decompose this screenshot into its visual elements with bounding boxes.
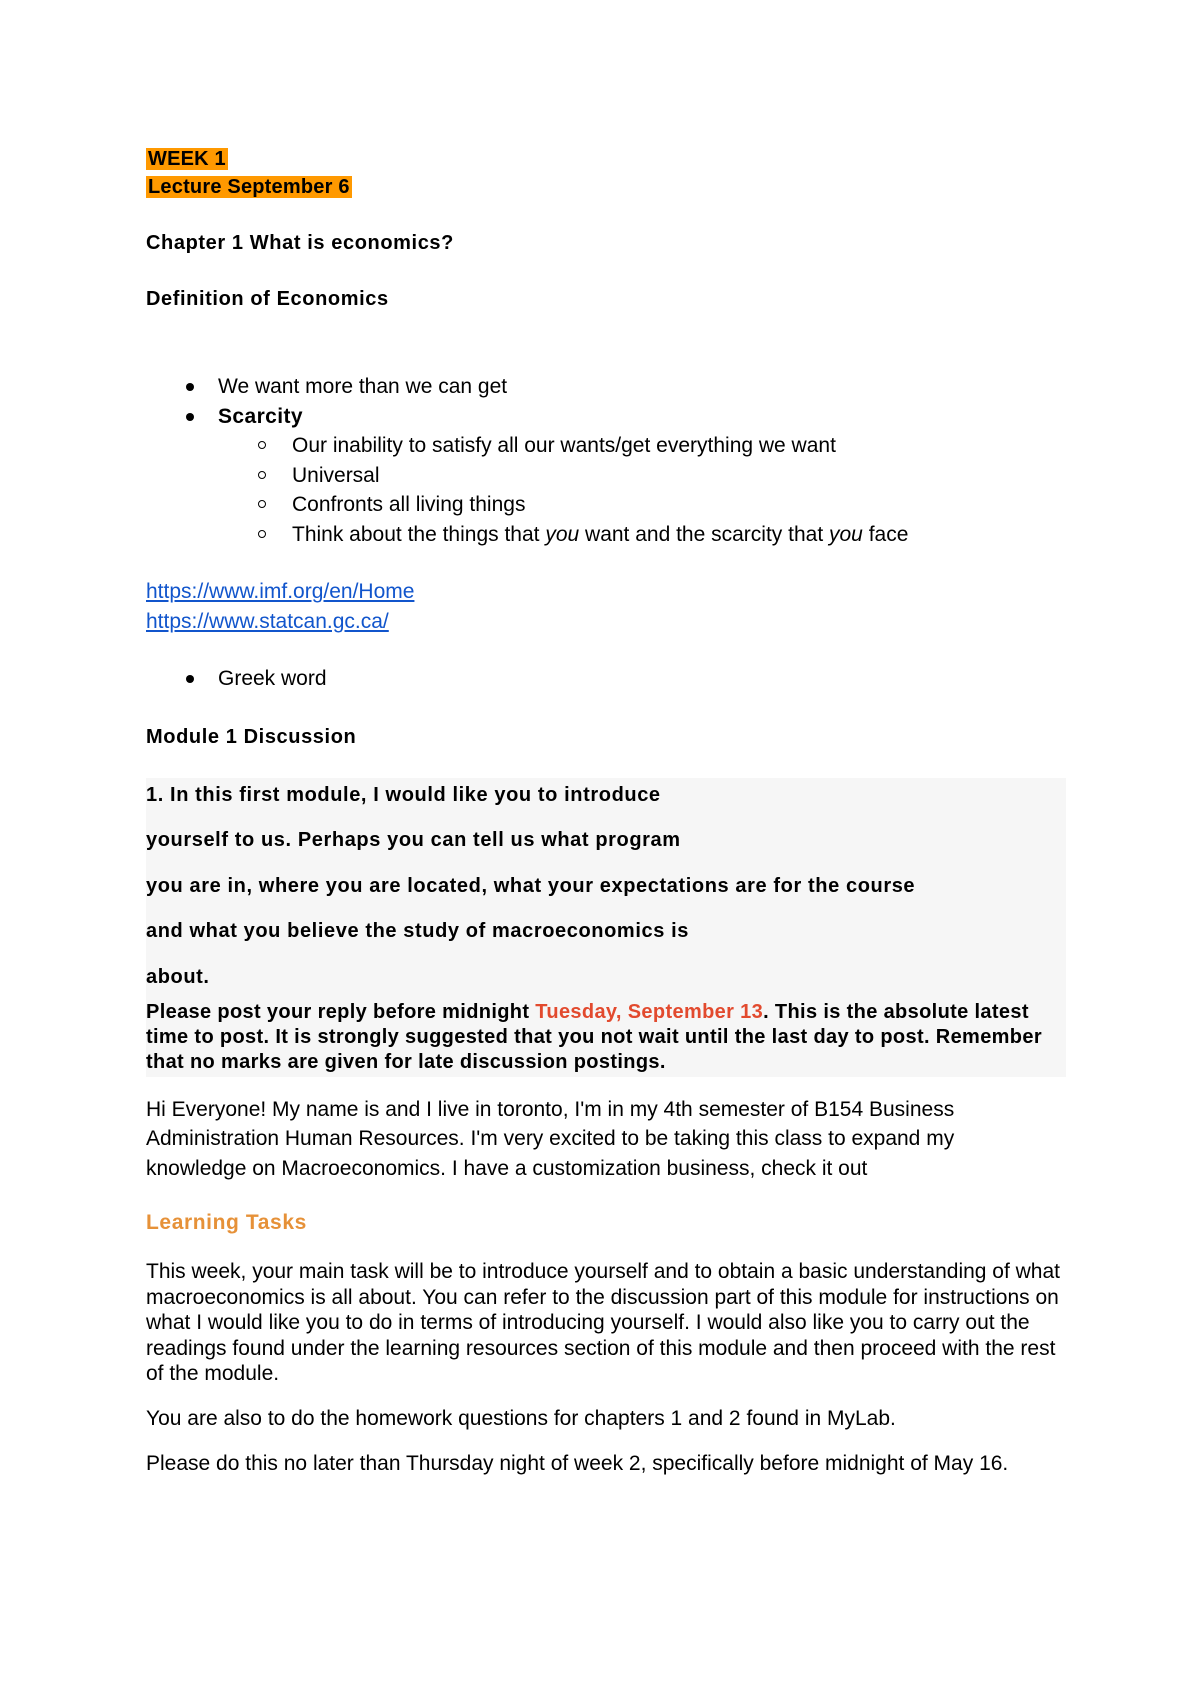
homework-paragraph: You are also to do the homework questions for chapters 1 and 2 found in MyLab. [146,1406,896,1430]
module-discussion-heading: Module 1 Discussion [146,725,357,748]
deadline-paragraph: Please do this no later than Thursday night of week 2, specifically before midnight of May 16. [146,1452,1009,1475]
deadline-prefix: Please post your reply before midnight [146,1000,536,1023]
learning-tasks-paragraph: This week, your main task will be to introduce yourself and to obtain a basic understanding of what macroeconomics is all about. You can refer to the discussion part of this module for instructions on what I would like you to do in terms of introducing yourself. I would also like you to carry out the readings found under the learning resources section of this module and then proceed with the rest of the module. [146,1260,1061,1385]
discussion-line-2: yourself to us. Perhaps you can tell us what program [146,829,681,851]
sub-bullet-inability: Our inability to satisfy all our wants/get everything we want [146,431,1066,461]
think-text-2: want and the scarcity that [579,522,829,546]
sub-bullet-living-things: Confronts all living things [146,490,1066,520]
intro-line-1: Hi Everyone! My name is and I live in toronto, I'm in my 4th semester of B154 Business [146,1097,955,1121]
think-you-1: you [545,522,580,546]
lecture-date: Lecture September 6 [148,176,350,198]
discussion-line-3: you are in, where you are located, what your expectations are for the course [146,874,916,897]
chapter-title: Chapter 1 What is economics? [146,232,454,254]
intro-line-3: knowledge on Macroeconomics. I have a customization business, check it out [146,1156,868,1180]
intro-line-2: Administration Human Resources. I'm very excited to be taking this class to expand my [146,1127,955,1150]
greek-bullet-list [146,664,1066,694]
statcan-link[interactable]: https://www.statcan.gc.ca/ [146,609,389,633]
week-label: WEEK 1 [148,148,226,170]
think-text-1: Think about the things that [292,522,546,546]
think-you-2: you [829,522,863,546]
reference-links [146,577,1066,636]
economics-bullet-list [146,372,1066,549]
definition-heading: Definition of Economics [146,288,389,310]
deadline-date: Tuesday, September 13 [535,1000,764,1023]
lecture-line [146,172,1066,202]
imf-link[interactable]: https://www.imf.org/en/Home [146,580,415,603]
bullet-want-more: We want more than we can get [146,372,1066,402]
think-text-3: face [862,522,909,546]
bullet-scarcity: Scarcity [146,402,1066,432]
sub-bullet-think [146,520,1066,550]
sub-bullet-universal: Universal [146,461,1066,491]
student-introduction [146,1095,1066,1184]
discussion-deadline-note [146,1000,1066,1075]
learning-tasks-heading: Learning Tasks [146,1211,307,1234]
bullet-greek-word: Greek word [146,664,1066,694]
discussion-prompt [146,778,1066,1077]
deadline-suffix: . This is the absolute latest time to post. It is strongly suggested that you not wait until the last day to post. Remember that no marks are given for late discussion postings. [146,1000,1042,1073]
discussion-line-1: 1. In this first module, I would like you to introduce [146,783,661,806]
document-content [146,146,1066,1477]
discussion-line-5: about. [146,965,210,988]
discussion-line-4: and what you believe the study of macroeconomics is [146,920,689,942]
week-line [146,146,1066,172]
